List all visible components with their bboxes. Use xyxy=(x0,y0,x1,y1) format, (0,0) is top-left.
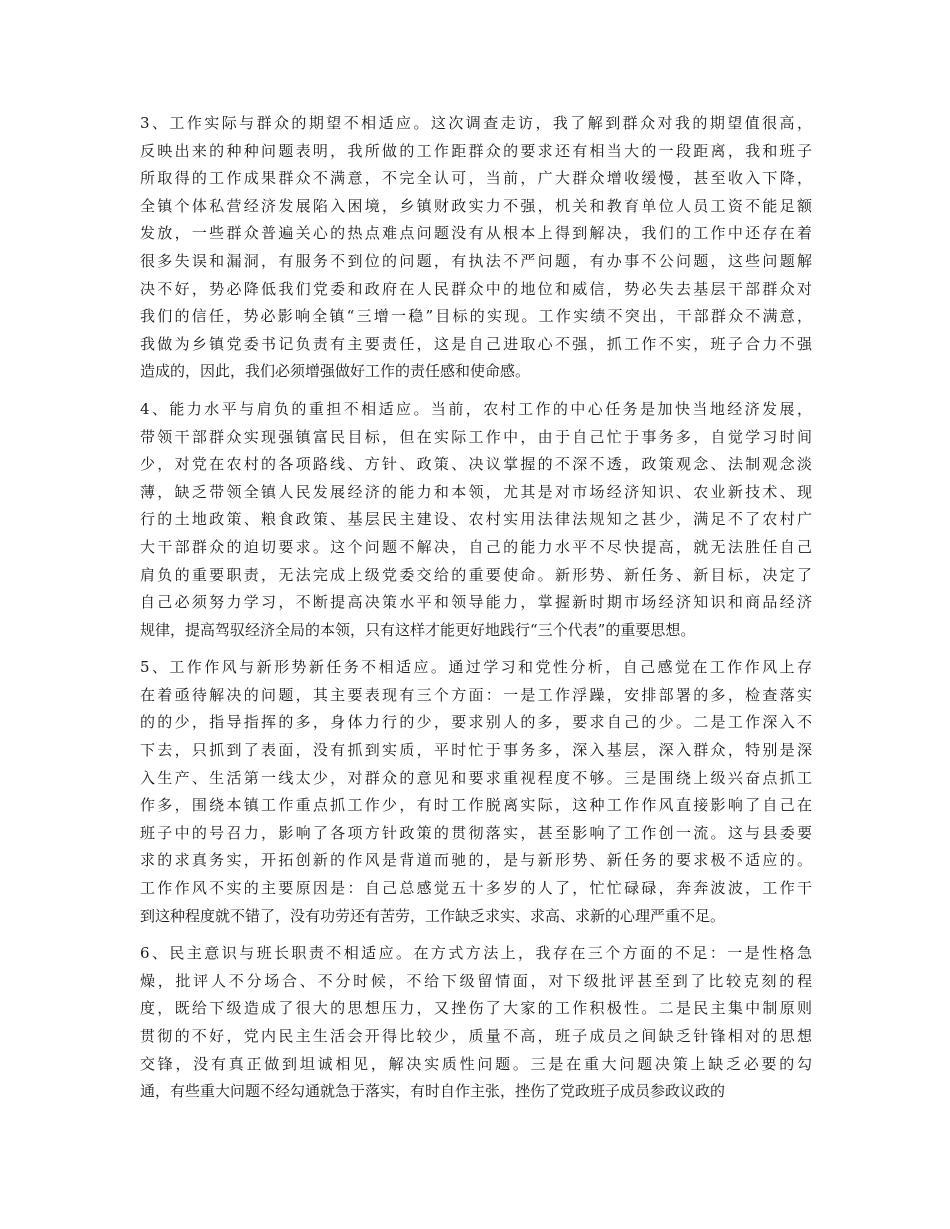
text-line: 作多，围绕本镇工作重点抓工作少，有时工作脱离实际，这种工作作风直接影响了自己在 xyxy=(140,796,812,815)
text-line: 5、工作作风与新形势新任务不相适应。通过学习和党性分析，自己感觉在工作作风上存 xyxy=(140,658,812,677)
text-line: 大干部群众的迫切要求。这个问题不解决，自己的能力水平不尽快提高，就无法胜任自己 xyxy=(140,537,812,556)
text-line: 在着亟待解决的问题，其主要表现有三个方面：一是工作浮躁，安排部署的多，检查落实 xyxy=(140,685,812,704)
text-line: 6、民主意识与班长职责不相适应。在方式方法上，我存在三个方面的不足：一是性格急 xyxy=(140,944,812,963)
text-line: 通，有些重大问题不经勾通就急于落实，有时自作主张，挫伤了党政班子成员参政议政的 xyxy=(140,1082,726,1101)
paragraph xyxy=(140,110,812,386)
text-line: 反映出来的种种问题表明，我所做的工作距群众的要求还有相当大的一段距离，我和班子 xyxy=(140,141,812,160)
text-line: 交锋，没有真正做到坦诚相见，解决实质性问题。三是在重大问题决策上缺乏必要的勾 xyxy=(140,1054,812,1073)
text-line: 肩负的重要职责，无法完成上级党委交给的重要使命。新形势、新任务、新目标，决定了 xyxy=(140,565,812,584)
text-line: 发放，一些群众普遍关心的热点难点问题没有从根本上得到解决，我们的工作中还存在着 xyxy=(140,224,812,243)
document-body xyxy=(140,110,812,1106)
text-line: 入生产、生活第一线太少，对群众的意见和要求重视程度不够。三是围绕上级兴奋点抓工 xyxy=(140,768,812,787)
text-line: 的的少，指导指挥的多，身体力行的少，要求别人的多，要求自己的少。二是工作深入不 xyxy=(140,713,812,732)
text-line: 度，既给下级造成了很大的思想压力，又挫伤了大家的工作积极性。二是民主集中制原则 xyxy=(140,999,812,1018)
text-line: 班子中的号召力，影响了各项方针政策的贯彻落实，甚至影响了工作创一流。这与县委要 xyxy=(140,823,812,842)
text-line: 自己必须努力学习，不断提高决策水平和领导能力，掌握新时期市场经济知识和商品经济 xyxy=(140,593,812,612)
text-line: 我们的信任，势必影响全镇“三增一稳”目标的实现。工作实绩不突出，干部群众不满意， xyxy=(140,307,812,326)
text-line: 带领干部群众实现强镇富民目标，但在实际工作中，由于自己忙于事务多，自觉学习时间 xyxy=(140,427,812,446)
paragraph xyxy=(140,654,812,930)
text-line: 很多失误和漏洞，有服务不到位的问题，有执法不严问题，有办事不公问题，这些问题解 xyxy=(140,251,812,270)
text-line: 我做为乡镇党委书记负责有主要责任，这是自己进取心不强，抓工作不实，班子合力不强 xyxy=(140,334,812,353)
paragraph xyxy=(140,940,812,1106)
text-line: 工作作风不实的主要原因是：自己总感觉五十多岁的人了，忙忙碌碌，奔奔波波，工作干 xyxy=(140,879,812,898)
text-line: 下去，只抓到了表面，没有抓到实质，平时忙于事务多，深入基层，深入群众，特别是深 xyxy=(140,741,812,760)
text-line: 所取得的工作成果群众不满意，不完全认可，当前，广大群众增收缓慢，甚至收入下降， xyxy=(140,169,812,188)
text-line: 少，对党在农村的各项路线、方针、政策、决议掌握的不深不透，政策观念、法制观念淡 xyxy=(140,455,812,474)
paragraph xyxy=(140,396,812,644)
text-line: 行的土地政策、粮食政策、基层民主建设、农村实用法律法规知之甚少，满足不了农村广 xyxy=(140,510,812,529)
text-line: 3、工作实际与群众的期望不相适应。这次调查走访，我了解到群众对我的期望值很高， xyxy=(140,114,812,132)
text-line: 造成的，因此，我们必须增强做好工作的责任感和使命感。 xyxy=(140,362,531,381)
text-line: 求的求真务实，开拓创新的作风是背道而驰的，是与新形势、新任务的要求极不适应的。 xyxy=(140,851,812,870)
text-line: 到这种程度就不错了，没有功劳还有苦劳，工作缺乏求实、求高、求新的心理严重不足。 xyxy=(140,906,726,925)
text-line: 薄，缺乏带领全镇人民发展经济的能力和本领，尤其是对市场经济知识、农业新技术、现 xyxy=(140,482,812,501)
text-line: 全镇个体私营经济发展陷入困境，乡镇财政实力不强，机关和教育单位人员工资不能足额 xyxy=(140,196,812,215)
text-line: 决不好，势必降低我们党委和政府在人民群众中的地位和威信，势必失去基层干部群众对 xyxy=(140,279,812,298)
text-line: 贯彻的不好，党内民主生活会开得比较少，质量不高，班子成员之间缺乏针锋相对的思想 xyxy=(140,1027,812,1045)
text-line: 规律，提高驾驭经济全局的本领，只有这样才能更好地践行“三个代表”的重要思想。 xyxy=(140,620,696,639)
text-line: 4、能力水平与肩负的重担不相适应。当前，农村工作的中心任务是加快当地经济发展， xyxy=(140,399,812,418)
text-line: 燥，批评人不分场合、不分时候，不给下级留情面，对下级批评甚至到了比较克刻的程 xyxy=(140,971,812,990)
